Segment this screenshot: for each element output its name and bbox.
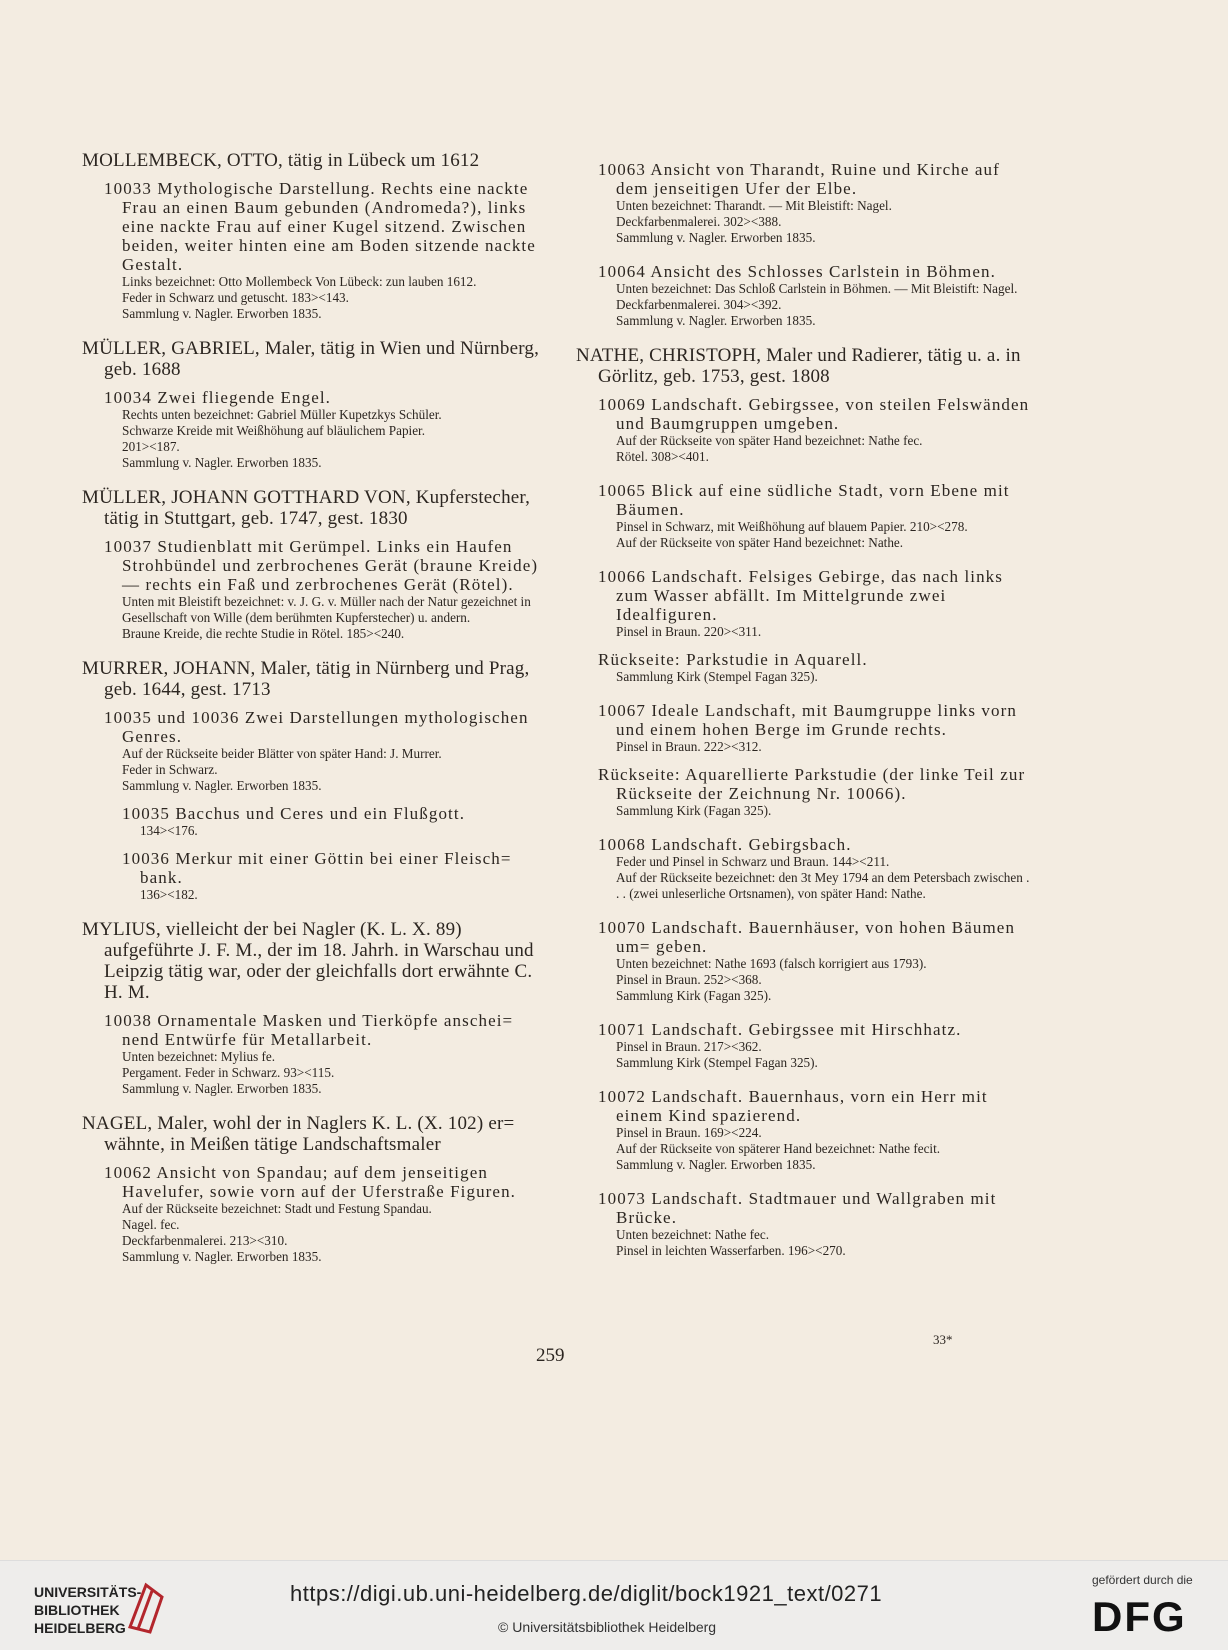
reverse-side: [598, 765, 1036, 819]
detail-line: Sammlung v. Nagler. Erworben 1835.: [122, 455, 322, 470]
catalog-entry: [598, 701, 1036, 819]
detail-line: Sammlung v. Nagler. Erworben 1835.: [122, 1249, 322, 1264]
catalog-entry: [598, 262, 1036, 329]
detail-line: 136><182.: [140, 887, 198, 902]
detail-line: Sammlung v. Nagler. Erworben 1835.: [122, 306, 322, 321]
detail-line: Sammlung v. Nagler. Erworben 1835.: [616, 1157, 816, 1172]
detail-line: Feder in Schwarz und getuscht. 183><143.: [122, 290, 349, 305]
right-column: [576, 160, 1036, 1275]
entry-title: 10064 Ansicht des Schlosses Carlstein in Böhmen.: [598, 262, 996, 281]
catalog-entry: [598, 1087, 1036, 1173]
entry-title: 10062 Ansicht von Spandau; auf dem jenseitigen Havelufer, sowie vorn auf der Uferstraße Figuren.: [104, 1163, 517, 1201]
detail-line: Auf der Rückseite von späterer Hand bezeichnet: Nathe fecit.: [616, 1141, 941, 1156]
detail-line: Braune Kreide, die rechte Studie in Rötel. 185><240.: [122, 626, 405, 641]
detail-line: Nagel. fec.: [122, 1217, 180, 1232]
reverse-side: [598, 650, 1036, 685]
entry-title: 10073 Landschaft. Stadtmauer und Wallgraben mit Brücke.: [598, 1189, 997, 1227]
entry-title: 10037 Studienblatt mit Gerümpel. Links ein Haufen Strohbündel und zerbrochenes Gerät (braune Kreide) — rechts ein Faß und zerbrochenes Gerät (Rötel).: [104, 537, 539, 594]
entry-title: 10065 Blick auf eine südliche Stadt, vorn Ebene mit Bäumen.: [598, 481, 1010, 519]
catalog-entry: [598, 1189, 1036, 1259]
permalink-url[interactable]: https://digi.ub.uni-heidelberg.de/diglit/bock1921_text/0271: [290, 1581, 883, 1606]
library-line: HEIDELBERG: [34, 1620, 126, 1636]
detail-line: Feder in Schwarz.: [122, 762, 218, 777]
detail-line: Pinsel in Braun. 169><224.: [616, 1125, 762, 1140]
entry-title: 10066 Landschaft. Felsiges Gebirge, das nach links zum Wasser abfällt. Im Mittelgrunde zwei Idealfiguren.: [598, 567, 1004, 624]
artist-heading: NATHE, CHRISTOPH, Maler und Radierer, tätig u. a. in Görlitz, geb. 1753, gest. 1808: [576, 345, 1021, 387]
sub-entry-title: 10036 Merkur mit einer Göttin bei einer Fleisch= bank.: [122, 849, 512, 887]
detail-line: Auf der Rückseite bezeichnet: Stadt und Festung Spandau.: [122, 1201, 432, 1216]
detail-line: Pinsel in Braun. 220><311.: [616, 624, 762, 639]
detail-line: Unten bezeichnet: Nathe fec.: [616, 1227, 770, 1242]
left-column: [82, 150, 552, 1281]
signature-mark: 33*: [933, 1332, 953, 1347]
library-line: UNIVERSITÄTS-: [34, 1584, 142, 1600]
detail-line: 134><176.: [140, 823, 198, 838]
detail-line: Sammlung v. Nagler. Erworben 1835.: [122, 778, 322, 793]
detail-line: Sammlung Kirk (Fagan 325).: [616, 988, 772, 1003]
catalog-entry: [598, 567, 1036, 685]
detail-line: Sammlung Kirk (Stempel Fagan 325).: [616, 669, 818, 684]
catalog-entry: [104, 1011, 552, 1097]
detail-line: 201><187.: [122, 439, 180, 454]
entry-title: 10038 Ornamentale Masken und Tierköpfe anschei= nend Entwürfe für Metallarbeit.: [104, 1011, 514, 1049]
reverse-side-title: Rückseite: Parkstudie in Aquarell.: [598, 650, 868, 669]
detail-line: Deckfarbenmalerei. 213><310.: [122, 1233, 288, 1248]
page-number: 259: [536, 1345, 565, 1366]
entry-title: 10033 Mythologische Darstellung. Rechts eine nackte Frau an einen Baum gebunden (Andromeda?), links eine nackte Frau auf einer Kugel sitzend. Zwischen beiden, weiter hinten eine am Boden sitzende nackte Gestalt.: [104, 179, 536, 274]
artist-heading: MYLIUS, vielleicht der bei Nagler (K. L. X. 89) aufgeführte J. F. M., der im 18. Jahrh. in Warschau und Leipzig tätig war, oder der gleichfalls dort erwähnte C. H. M.: [82, 919, 534, 1003]
catalog-entry: [104, 537, 552, 642]
library-logo-icon: [122, 1577, 172, 1637]
detail-line: Pergament. Feder in Schwarz. 93><115.: [122, 1065, 335, 1080]
detail-line: Sammlung v. Nagler. Erworben 1835.: [616, 230, 816, 245]
footer-bar: [0, 1560, 1228, 1650]
detail-line: Pinsel in Braun. 222><312.: [616, 739, 762, 754]
detail-line: Auf der Rückseite beider Blätter von später Hand: J. Murrer.: [122, 746, 442, 761]
entry-title: 10070 Landschaft. Bauernhäuser, von hohen Bäumen um= geben.: [598, 918, 1016, 956]
detail-line: Deckfarbenmalerei. 304><392.: [616, 297, 782, 312]
artist-heading: MÜLLER, JOHANN GOTTHARD VON, Kupferstecher, tätig in Stuttgart, geb. 1747, gest. 1830: [82, 487, 531, 529]
detail-line: Pinsel in Braun. 217><362.: [616, 1039, 762, 1054]
entry-title: 10034 Zwei fliegende Engel.: [104, 388, 332, 407]
sub-entry: [122, 849, 552, 903]
entry-title: 10068 Landschaft. Gebirgsbach.: [598, 835, 852, 854]
sub-entry-title: 10035 Bacchus und Ceres und ein Flußgott.: [122, 804, 466, 823]
detail-line: Deckfarbenmalerei. 302><388.: [616, 214, 782, 229]
library-line: BIBLIOTHEK: [34, 1602, 120, 1618]
detail-line: Unten bezeichnet: Nathe 1693 (falsch korrigiert aus 1793).: [616, 956, 927, 971]
catalog-entry: [598, 160, 1036, 246]
detail-line: Rötel. 308><401.: [616, 449, 709, 464]
entry-title: 10069 Landschaft. Gebirgssee, von steilen Felswänden und Baumgruppen umgeben.: [598, 395, 1030, 433]
catalog-entry: [104, 708, 552, 903]
artist-heading: MURRER, JOHANN, Maler, tätig in Nürnberg und Prag, geb. 1644, gest. 1713: [82, 658, 530, 700]
artist-heading: MÜLLER, GABRIEL, Maler, tätig in Wien und Nürnberg, geb. 1688: [82, 338, 540, 380]
detail-line: Auf der Rückseite bezeichnet: den 3t Mey 1794 an dem Petersbach zwischen . . . (zwei unleserliche Ortsnamen), von später Hand: Nathe.: [616, 870, 1030, 901]
entry-title: 10071 Landschaft. Gebirgssee mit Hirschhatz.: [598, 1020, 962, 1039]
detail-line: Unten bezeichnet: Mylius fe.: [122, 1049, 276, 1064]
entry-title: 10072 Landschaft. Bauernhaus, vorn ein Herr mit einem Kind spazierend.: [598, 1087, 988, 1125]
detail-line: Unten bezeichnet: Tharandt. — Mit Bleistift: Nagel.: [616, 198, 892, 213]
detail-line: Pinsel in Schwarz, mit Weißhöhung auf blauem Papier. 210><278.: [616, 519, 968, 534]
entry-title: 10067 Ideale Landschaft, mit Baumgruppe links vorn und einem hohen Berge im Grunde rechts.: [598, 701, 1017, 739]
dfg-logo: DFG: [1092, 1593, 1187, 1640]
artist-heading: MOLLEMBECK, OTTO, tätig in Lübeck um 1612: [82, 150, 480, 171]
detail-line: Auf der Rückseite von später Hand bezeichnet: Nathe fec.: [616, 433, 923, 448]
entry-title: 10063 Ansicht von Tharandt, Ruine und Kirche auf dem jenseitigen Ufer der Elbe.: [598, 160, 1000, 198]
catalog-entry: [104, 388, 552, 471]
detail-line: Pinsel in Braun. 252><368.: [616, 972, 762, 987]
detail-line: Auf der Rückseite von später Hand bezeichnet: Nathe.: [616, 535, 904, 550]
catalog-entry: [598, 395, 1036, 465]
detail-line: Feder und Pinsel in Schwarz und Braun. 144><211.: [616, 854, 890, 869]
catalog-entry: [104, 179, 552, 322]
catalog-entry: [104, 1163, 552, 1265]
detail-line: Rechts unten bezeichnet: Gabriel Müller Kupetzkys Schüler.: [122, 407, 442, 422]
catalog-entry: [598, 481, 1036, 551]
catalog-entry: [598, 835, 1036, 902]
sub-entry: [122, 804, 552, 839]
detail-line: Unten bezeichnet: Das Schloß Carlstein in Böhmen. — Mit Bleistift: Nagel.: [616, 281, 1018, 296]
detail-line: Links bezeichnet: Otto Mollembeck Von Lübeck: zun lauben 1612.: [122, 274, 477, 289]
detail-line: Sammlung Kirk (Stempel Fagan 325).: [616, 1055, 818, 1070]
reverse-side-title: Rückseite: Aquarellierte Parkstudie (der linke Teil zur Rückseite der Zeichnung Nr. 10066).: [598, 765, 1026, 803]
detail-line: Sammlung v. Nagler. Erworben 1835.: [122, 1081, 322, 1096]
detail-line: Sammlung Kirk (Fagan 325).: [616, 803, 772, 818]
funded-by-label: gefördert durch die: [1092, 1573, 1193, 1587]
detail-line: Sammlung v. Nagler. Erworben 1835.: [616, 313, 816, 328]
entry-title: 10035 und 10036 Zwei Darstellungen mythologischen Genres.: [104, 708, 529, 746]
catalog-entry: [598, 1020, 1036, 1071]
detail-line: Unten mit Bleistift bezeichnet: v. J. G. v. Müller nach der Natur gezeichnet in Gesellschaft von Wille (dem berühmten Kupferstecher) u. andern.: [122, 594, 531, 625]
catalog-entry: [598, 918, 1036, 1004]
copyright-text: © Universitätsbibliothek Heidelberg: [498, 1619, 717, 1635]
artist-heading: NAGEL, Maler, wohl der in Naglers K. L. (X. 102) er= wähnte, in Meißen tätige Landschaftsmaler: [82, 1113, 515, 1155]
detail-line: Schwarze Kreide mit Weißhöhung auf bläulichem Papier.: [122, 423, 426, 438]
detail-line: Pinsel in leichten Wasserfarben. 196><270.: [616, 1243, 846, 1258]
